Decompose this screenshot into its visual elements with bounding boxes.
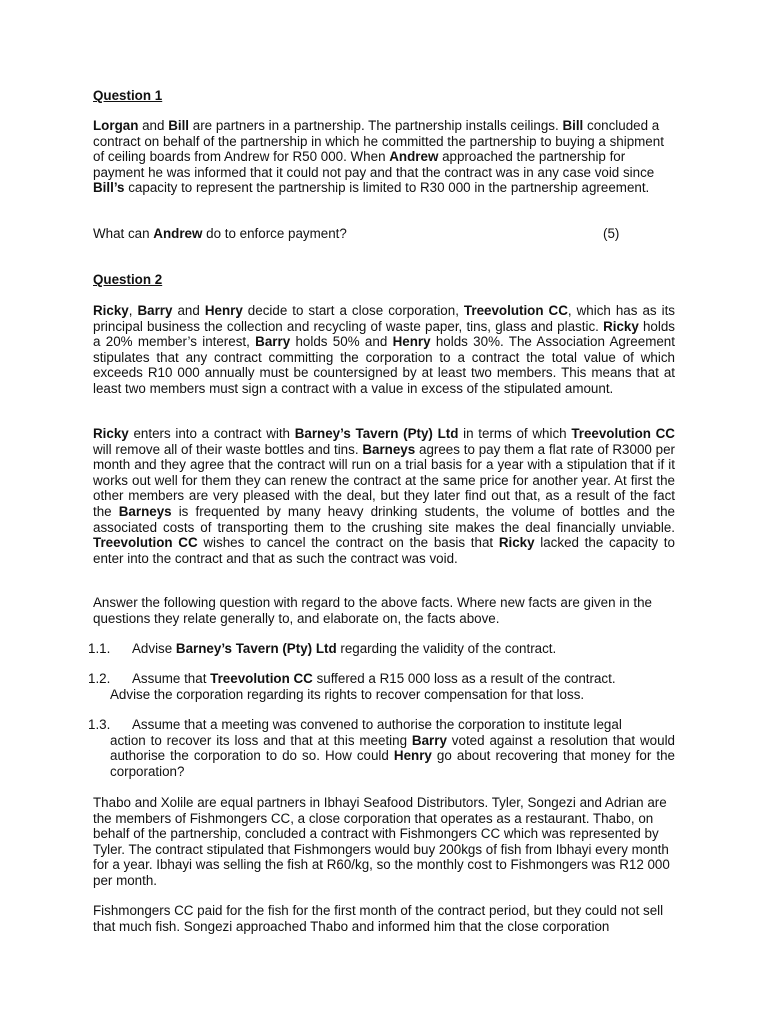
name-henry: Henry bbox=[392, 334, 431, 350]
text: capacity to represent the partnership is limited to R30 000 in the partnership agreement. bbox=[124, 180, 650, 196]
text: will remove all of their waste bottles and tins. bbox=[93, 441, 363, 457]
text: lacked the capacity to enter into the contract and that as such the contract was void. bbox=[93, 535, 675, 566]
question-2-paragraph-2 bbox=[93, 426, 675, 566]
text: , which has as its principal business the collection and recycling of waste paper, tins, glass and plastic. bbox=[93, 303, 675, 334]
question-1-paragraph bbox=[93, 118, 677, 196]
item-number: 1.3. bbox=[88, 717, 111, 732]
text: approached the partnership for payment he was informed that it could not pay and that the contract was in any case void since bbox=[93, 149, 655, 180]
text: are partners in a partnership. The partnership installs ceilings. bbox=[189, 118, 563, 133]
sub-question-1-2 bbox=[88, 671, 675, 702]
text: regarding the validity of the contract. bbox=[336, 641, 557, 656]
name-treevolution: Treevolution CC bbox=[210, 671, 313, 686]
question-2-instructions: Answer the following question with regard to the above facts. Where new facts are given in the questions they relate generally to, and elaborate on, the facts above. bbox=[93, 595, 652, 626]
question-1-heading: Question 1 bbox=[93, 88, 163, 103]
text: agrees to pay them a flat rate of R3000 per month and they agree that the contract will run on a trial basis for a year with a stipulation that if it works out well for them they can renew the contract at the same price for another year. At first the other members are very pleased with the deal, but they later find out that, as a result of the fact the bbox=[93, 441, 675, 519]
text: holds a 20% member’s interest, bbox=[93, 318, 676, 350]
name-andrew: Andrew bbox=[153, 226, 203, 241]
name-treevolution: Treevolution CC bbox=[463, 303, 568, 318]
name-henry: Henry bbox=[393, 748, 432, 764]
name-andrew: Andrew bbox=[389, 149, 439, 165]
text: wishes to cancel the contract on the basis that bbox=[197, 535, 499, 551]
item-continuation bbox=[88, 733, 675, 780]
marks-label: (5) bbox=[603, 226, 620, 241]
name-bill: Bill bbox=[562, 118, 584, 133]
item-number: 1.2. bbox=[88, 671, 111, 686]
name-barry: Barry bbox=[255, 334, 291, 350]
question-2-heading: Question 2 bbox=[93, 272, 163, 287]
text: is frequented by many heavy drinking students, the volume of bottles and the associated costs of transporting them to the crushing site makes the deal financially unviable. bbox=[93, 503, 675, 535]
text: in terms of which bbox=[458, 426, 572, 441]
text: action to recover its loss and that at this meeting bbox=[110, 732, 412, 748]
text: and bbox=[172, 303, 205, 318]
text: do to enforce payment? bbox=[202, 226, 347, 241]
sub-question-1-1 bbox=[88, 641, 675, 657]
name-ricky: Ricky bbox=[498, 535, 535, 551]
text: Advise bbox=[132, 641, 176, 656]
name-bill: Bill bbox=[168, 118, 190, 133]
text: go about recovering that money for the corporation? bbox=[110, 748, 675, 779]
text: What can bbox=[93, 226, 154, 241]
name-henry: Henry bbox=[204, 303, 243, 318]
text: enters into a contract with bbox=[128, 426, 295, 441]
name-treevolution: Treevolution CC bbox=[571, 426, 675, 441]
name-ricky: Ricky bbox=[603, 318, 639, 334]
text: holds 30%. The Association Agreement stipulates that any contract committing the corporation to a contract the total value of which exceeds R10 000 annually must be countersigned by at least two members. This means that at least two members must sign a contract with a value in excess of the stipulated amount. bbox=[93, 334, 675, 396]
text: Assume that a meeting was convened to authorise the corporation to institute legal bbox=[132, 717, 622, 732]
name-lorgan: Lorgan bbox=[93, 118, 139, 133]
question-3-paragraph-2: Fishmongers CC paid for the fish for the first month of the contract period, but they could not sell that much fish. Songezi approached Thabo and informed him that the close corporation bbox=[93, 903, 664, 934]
text: holds 50% and bbox=[290, 334, 393, 350]
text: concluded a contract on behalf of the partnership in which he committed the partnership to buying a shipment of ceiling boards from Andrew for R50 000. When bbox=[93, 118, 664, 165]
sub-question-1-3 bbox=[88, 717, 675, 779]
text: and bbox=[138, 118, 169, 133]
name-barry: Barry bbox=[137, 303, 173, 318]
text: , bbox=[128, 303, 138, 318]
text: voted against a resolution that would authorise the corporation to do so. How could bbox=[110, 732, 675, 764]
text: decide to start a close corporation, bbox=[242, 303, 464, 318]
name-barneys-tavern: Barney’s Tavern (Pty) Ltd bbox=[175, 641, 337, 656]
text: Assume that bbox=[132, 671, 211, 686]
item-continuation: Advise the corporation regarding its rights to recover compensation for that loss. bbox=[110, 686, 585, 702]
name-barneys: Barneys bbox=[362, 441, 416, 457]
name-ricky: Ricky bbox=[93, 426, 129, 441]
question-3-paragraph-1: Thabo and Xolile are equal partners in Ibhayi Seafood Distributors. Tyler, Songezi and Adrian are the members of Fishmongers CC, a close corporation that operates as a restaurant. Thabo, on behalf of the partnership, concluded a contract with Fishmongers CC which was represented by Tyler. The contract stipulated that Fishmongers would buy 200kgs of fish from Ibhayi every month for a year. Ibhayi was selling the fish at R60/kg, so the monthly cost to Fishmongers was R12 000 per month. bbox=[93, 795, 670, 888]
name-ricky: Ricky bbox=[93, 303, 129, 318]
question-2-paragraph-1 bbox=[93, 303, 675, 397]
name-treevolution: Treevolution CC bbox=[93, 535, 198, 551]
item-number: 1.1. bbox=[88, 641, 111, 656]
name-bills: Bill’s bbox=[93, 180, 125, 196]
name-barneys: Barneys bbox=[118, 503, 172, 519]
text: suffered a R15 000 loss as a result of the contract. bbox=[312, 671, 616, 686]
question-1-prompt bbox=[93, 226, 675, 242]
name-barneys-tavern: Barney’s Tavern (Pty) Ltd bbox=[294, 426, 459, 441]
name-barry: Barry bbox=[411, 732, 447, 748]
